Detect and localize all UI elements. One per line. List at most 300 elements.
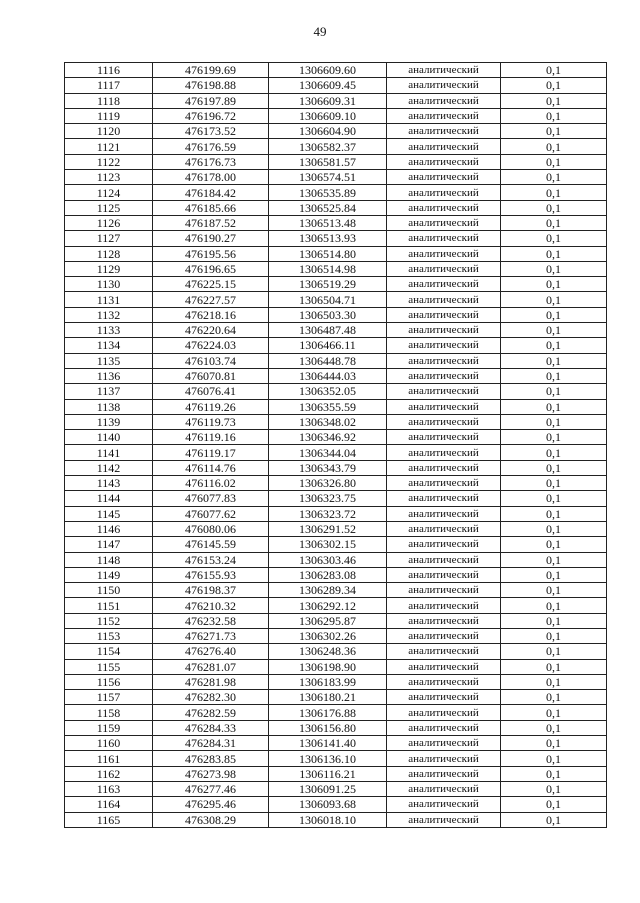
accuracy-cell: 0,1 xyxy=(501,476,607,491)
table-row xyxy=(65,797,607,812)
method-cell: аналитический xyxy=(387,598,501,613)
y-coordinate-cell: 1306574.51 xyxy=(269,170,387,185)
method-cell: аналитический xyxy=(387,307,501,322)
point-number-cell: 1126 xyxy=(65,215,153,230)
y-coordinate-cell: 1306093.68 xyxy=(269,797,387,812)
method-cell: аналитический xyxy=(387,659,501,674)
method-cell: аналитический xyxy=(387,353,501,368)
x-coordinate-cell: 476076.41 xyxy=(153,384,269,399)
point-number-cell: 1131 xyxy=(65,292,153,307)
accuracy-cell: 0,1 xyxy=(501,720,607,735)
point-number-cell: 1120 xyxy=(65,124,153,139)
x-coordinate-cell: 476178.00 xyxy=(153,170,269,185)
point-number-cell: 1145 xyxy=(65,506,153,521)
method-cell: аналитический xyxy=(387,506,501,521)
y-coordinate-cell: 1306183.99 xyxy=(269,674,387,689)
x-coordinate-cell: 476103.74 xyxy=(153,353,269,368)
x-coordinate-cell: 476070.81 xyxy=(153,368,269,383)
table-row xyxy=(65,384,607,399)
y-coordinate-cell: 1306504.71 xyxy=(269,292,387,307)
table-row xyxy=(65,690,607,705)
x-coordinate-cell: 476119.17 xyxy=(153,445,269,460)
point-number-cell: 1156 xyxy=(65,674,153,689)
x-coordinate-cell: 476199.69 xyxy=(153,63,269,78)
method-cell: аналитический xyxy=(387,384,501,399)
table-row xyxy=(65,583,607,598)
method-cell: аналитический xyxy=(387,93,501,108)
table-row xyxy=(65,476,607,491)
table-row xyxy=(65,445,607,460)
accuracy-cell: 0,1 xyxy=(501,736,607,751)
x-coordinate-cell: 476077.62 xyxy=(153,506,269,521)
x-coordinate-cell: 476232.58 xyxy=(153,613,269,628)
accuracy-cell: 0,1 xyxy=(501,537,607,552)
accuracy-cell: 0,1 xyxy=(501,154,607,169)
y-coordinate-cell: 1306141.40 xyxy=(269,736,387,751)
x-coordinate-cell: 476114.76 xyxy=(153,460,269,475)
method-cell: аналитический xyxy=(387,246,501,261)
point-number-cell: 1127 xyxy=(65,231,153,246)
table-row xyxy=(65,720,607,735)
method-cell: аналитический xyxy=(387,583,501,598)
accuracy-cell: 0,1 xyxy=(501,139,607,154)
table-row xyxy=(65,338,607,353)
method-cell: аналитический xyxy=(387,613,501,628)
y-coordinate-cell: 1306302.26 xyxy=(269,628,387,643)
table-row xyxy=(65,185,607,200)
table-row xyxy=(65,674,607,689)
y-coordinate-cell: 1306582.37 xyxy=(269,139,387,154)
x-coordinate-cell: 476308.29 xyxy=(153,812,269,827)
y-coordinate-cell: 1306291.52 xyxy=(269,521,387,536)
method-cell: аналитический xyxy=(387,399,501,414)
table-row xyxy=(65,93,607,108)
coordinates-table-body xyxy=(65,63,607,828)
x-coordinate-cell: 476284.33 xyxy=(153,720,269,735)
point-number-cell: 1140 xyxy=(65,430,153,445)
y-coordinate-cell: 1306352.05 xyxy=(269,384,387,399)
table-row xyxy=(65,200,607,215)
method-cell: аналитический xyxy=(387,78,501,93)
table-row xyxy=(65,460,607,475)
point-number-cell: 1148 xyxy=(65,552,153,567)
method-cell: аналитический xyxy=(387,323,501,338)
y-coordinate-cell: 1306581.57 xyxy=(269,154,387,169)
table-row xyxy=(65,154,607,169)
method-cell: аналитический xyxy=(387,552,501,567)
accuracy-cell: 0,1 xyxy=(501,598,607,613)
point-number-cell: 1130 xyxy=(65,277,153,292)
point-number-cell: 1158 xyxy=(65,705,153,720)
point-number-cell: 1124 xyxy=(65,185,153,200)
accuracy-cell: 0,1 xyxy=(501,659,607,674)
accuracy-cell: 0,1 xyxy=(501,445,607,460)
method-cell: аналитический xyxy=(387,231,501,246)
point-number-cell: 1157 xyxy=(65,690,153,705)
table-row xyxy=(65,430,607,445)
point-number-cell: 1150 xyxy=(65,583,153,598)
table-row xyxy=(65,598,607,613)
x-coordinate-cell: 476218.16 xyxy=(153,307,269,322)
x-coordinate-cell: 476210.32 xyxy=(153,598,269,613)
x-coordinate-cell: 476077.83 xyxy=(153,491,269,506)
method-cell: аналитический xyxy=(387,154,501,169)
method-cell: аналитический xyxy=(387,644,501,659)
y-coordinate-cell: 1306514.80 xyxy=(269,246,387,261)
table-row xyxy=(65,736,607,751)
method-cell: аналитический xyxy=(387,690,501,705)
accuracy-cell: 0,1 xyxy=(501,797,607,812)
table-row xyxy=(65,108,607,123)
y-coordinate-cell: 1306609.31 xyxy=(269,93,387,108)
y-coordinate-cell: 1306609.10 xyxy=(269,108,387,123)
point-number-cell: 1128 xyxy=(65,246,153,261)
table-row xyxy=(65,307,607,322)
table-row xyxy=(65,139,607,154)
accuracy-cell: 0,1 xyxy=(501,277,607,292)
method-cell: аналитический xyxy=(387,368,501,383)
accuracy-cell: 0,1 xyxy=(501,338,607,353)
table-row xyxy=(65,659,607,674)
accuracy-cell: 0,1 xyxy=(501,78,607,93)
x-coordinate-cell: 476195.56 xyxy=(153,246,269,261)
table-row xyxy=(65,277,607,292)
method-cell: аналитический xyxy=(387,460,501,475)
x-coordinate-cell: 476119.73 xyxy=(153,414,269,429)
method-cell: аналитический xyxy=(387,430,501,445)
y-coordinate-cell: 1306283.08 xyxy=(269,567,387,582)
table-row xyxy=(65,766,607,781)
point-number-cell: 1121 xyxy=(65,139,153,154)
x-coordinate-cell: 476224.03 xyxy=(153,338,269,353)
y-coordinate-cell: 1306346.92 xyxy=(269,430,387,445)
x-coordinate-cell: 476116.02 xyxy=(153,476,269,491)
y-coordinate-cell: 1306116.21 xyxy=(269,766,387,781)
x-coordinate-cell: 476185.66 xyxy=(153,200,269,215)
y-coordinate-cell: 1306303.46 xyxy=(269,552,387,567)
point-number-cell: 1141 xyxy=(65,445,153,460)
method-cell: аналитический xyxy=(387,170,501,185)
y-coordinate-cell: 1306180.21 xyxy=(269,690,387,705)
method-cell: аналитический xyxy=(387,812,501,827)
x-coordinate-cell: 476153.24 xyxy=(153,552,269,567)
x-coordinate-cell: 476190.27 xyxy=(153,231,269,246)
point-number-cell: 1138 xyxy=(65,399,153,414)
x-coordinate-cell: 476220.64 xyxy=(153,323,269,338)
accuracy-cell: 0,1 xyxy=(501,108,607,123)
point-number-cell: 1153 xyxy=(65,628,153,643)
accuracy-cell: 0,1 xyxy=(501,414,607,429)
point-number-cell: 1137 xyxy=(65,384,153,399)
accuracy-cell: 0,1 xyxy=(501,368,607,383)
x-coordinate-cell: 476198.37 xyxy=(153,583,269,598)
method-cell: аналитический xyxy=(387,720,501,735)
coordinates-table xyxy=(64,62,607,828)
y-coordinate-cell: 1306323.75 xyxy=(269,491,387,506)
point-number-cell: 1152 xyxy=(65,613,153,628)
accuracy-cell: 0,1 xyxy=(501,93,607,108)
point-number-cell: 1116 xyxy=(65,63,153,78)
table-row xyxy=(65,399,607,414)
table-row xyxy=(65,537,607,552)
point-number-cell: 1118 xyxy=(65,93,153,108)
x-coordinate-cell: 476197.89 xyxy=(153,93,269,108)
table-row xyxy=(65,812,607,827)
accuracy-cell: 0,1 xyxy=(501,384,607,399)
table-row xyxy=(65,215,607,230)
point-number-cell: 1155 xyxy=(65,659,153,674)
x-coordinate-cell: 476119.26 xyxy=(153,399,269,414)
table-row xyxy=(65,78,607,93)
y-coordinate-cell: 1306176.88 xyxy=(269,705,387,720)
page-number: 49 xyxy=(313,24,327,39)
method-cell: аналитический xyxy=(387,766,501,781)
table-row xyxy=(65,124,607,139)
table-row xyxy=(65,246,607,261)
x-coordinate-cell: 476282.30 xyxy=(153,690,269,705)
point-number-cell: 1149 xyxy=(65,567,153,582)
y-coordinate-cell: 1306343.79 xyxy=(269,460,387,475)
method-cell: аналитический xyxy=(387,261,501,276)
table-row xyxy=(65,751,607,766)
x-coordinate-cell: 476282.59 xyxy=(153,705,269,720)
method-cell: аналитический xyxy=(387,476,501,491)
table-row xyxy=(65,261,607,276)
accuracy-cell: 0,1 xyxy=(501,170,607,185)
method-cell: аналитический xyxy=(387,491,501,506)
point-number-cell: 1134 xyxy=(65,338,153,353)
x-coordinate-cell: 476277.46 xyxy=(153,781,269,796)
x-coordinate-cell: 476271.73 xyxy=(153,628,269,643)
y-coordinate-cell: 1306323.72 xyxy=(269,506,387,521)
accuracy-cell: 0,1 xyxy=(501,292,607,307)
accuracy-cell: 0,1 xyxy=(501,215,607,230)
point-number-cell: 1164 xyxy=(65,797,153,812)
x-coordinate-cell: 476276.40 xyxy=(153,644,269,659)
accuracy-cell: 0,1 xyxy=(501,521,607,536)
y-coordinate-cell: 1306136.10 xyxy=(269,751,387,766)
x-coordinate-cell: 476281.07 xyxy=(153,659,269,674)
x-coordinate-cell: 476173.52 xyxy=(153,124,269,139)
x-coordinate-cell: 476284.31 xyxy=(153,736,269,751)
y-coordinate-cell: 1306344.04 xyxy=(269,445,387,460)
point-number-cell: 1123 xyxy=(65,170,153,185)
accuracy-cell: 0,1 xyxy=(501,246,607,261)
y-coordinate-cell: 1306156.80 xyxy=(269,720,387,735)
point-number-cell: 1119 xyxy=(65,108,153,123)
point-number-cell: 1146 xyxy=(65,521,153,536)
x-coordinate-cell: 476198.88 xyxy=(153,78,269,93)
point-number-cell: 1154 xyxy=(65,644,153,659)
y-coordinate-cell: 1306355.59 xyxy=(269,399,387,414)
y-coordinate-cell: 1306487.48 xyxy=(269,323,387,338)
accuracy-cell: 0,1 xyxy=(501,185,607,200)
y-coordinate-cell: 1306348.02 xyxy=(269,414,387,429)
method-cell: аналитический xyxy=(387,108,501,123)
method-cell: аналитический xyxy=(387,751,501,766)
y-coordinate-cell: 1306292.12 xyxy=(269,598,387,613)
accuracy-cell: 0,1 xyxy=(501,506,607,521)
table-row xyxy=(65,353,607,368)
table-row xyxy=(65,781,607,796)
point-number-cell: 1135 xyxy=(65,353,153,368)
accuracy-cell: 0,1 xyxy=(501,674,607,689)
accuracy-cell: 0,1 xyxy=(501,690,607,705)
table-row xyxy=(65,368,607,383)
y-coordinate-cell: 1306609.45 xyxy=(269,78,387,93)
point-number-cell: 1159 xyxy=(65,720,153,735)
accuracy-cell: 0,1 xyxy=(501,781,607,796)
x-coordinate-cell: 476273.98 xyxy=(153,766,269,781)
point-number-cell: 1129 xyxy=(65,261,153,276)
method-cell: аналитический xyxy=(387,736,501,751)
table-row xyxy=(65,491,607,506)
x-coordinate-cell: 476283.85 xyxy=(153,751,269,766)
x-coordinate-cell: 476187.52 xyxy=(153,215,269,230)
y-coordinate-cell: 1306091.25 xyxy=(269,781,387,796)
point-number-cell: 1117 xyxy=(65,78,153,93)
method-cell: аналитический xyxy=(387,567,501,582)
accuracy-cell: 0,1 xyxy=(501,63,607,78)
method-cell: аналитический xyxy=(387,781,501,796)
method-cell: аналитический xyxy=(387,124,501,139)
point-number-cell: 1143 xyxy=(65,476,153,491)
accuracy-cell: 0,1 xyxy=(501,399,607,414)
accuracy-cell: 0,1 xyxy=(501,567,607,582)
accuracy-cell: 0,1 xyxy=(501,583,607,598)
y-coordinate-cell: 1306444.03 xyxy=(269,368,387,383)
table-row xyxy=(65,644,607,659)
table-row xyxy=(65,521,607,536)
method-cell: аналитический xyxy=(387,445,501,460)
accuracy-cell: 0,1 xyxy=(501,200,607,215)
y-coordinate-cell: 1306198.90 xyxy=(269,659,387,674)
table-row xyxy=(65,323,607,338)
method-cell: аналитический xyxy=(387,185,501,200)
table-row xyxy=(65,628,607,643)
accuracy-cell: 0,1 xyxy=(501,644,607,659)
method-cell: аналитический xyxy=(387,338,501,353)
table-row xyxy=(65,231,607,246)
method-cell: аналитический xyxy=(387,292,501,307)
point-number-cell: 1139 xyxy=(65,414,153,429)
accuracy-cell: 0,1 xyxy=(501,430,607,445)
table-row xyxy=(65,705,607,720)
x-coordinate-cell: 476196.72 xyxy=(153,108,269,123)
point-number-cell: 1147 xyxy=(65,537,153,552)
method-cell: аналитический xyxy=(387,628,501,643)
y-coordinate-cell: 1306525.84 xyxy=(269,200,387,215)
table-row xyxy=(65,414,607,429)
point-number-cell: 1136 xyxy=(65,368,153,383)
accuracy-cell: 0,1 xyxy=(501,766,607,781)
accuracy-cell: 0,1 xyxy=(501,231,607,246)
x-coordinate-cell: 476227.57 xyxy=(153,292,269,307)
y-coordinate-cell: 1306514.98 xyxy=(269,261,387,276)
method-cell: аналитический xyxy=(387,277,501,292)
table-row xyxy=(65,567,607,582)
accuracy-cell: 0,1 xyxy=(501,552,607,567)
method-cell: аналитический xyxy=(387,200,501,215)
x-coordinate-cell: 476225.15 xyxy=(153,277,269,292)
x-coordinate-cell: 476196.65 xyxy=(153,261,269,276)
point-number-cell: 1163 xyxy=(65,781,153,796)
table-row xyxy=(65,170,607,185)
y-coordinate-cell: 1306289.34 xyxy=(269,583,387,598)
accuracy-cell: 0,1 xyxy=(501,353,607,368)
y-coordinate-cell: 1306609.60 xyxy=(269,63,387,78)
point-number-cell: 1161 xyxy=(65,751,153,766)
method-cell: аналитический xyxy=(387,63,501,78)
method-cell: аналитический xyxy=(387,521,501,536)
method-cell: аналитический xyxy=(387,414,501,429)
y-coordinate-cell: 1306535.89 xyxy=(269,185,387,200)
method-cell: аналитический xyxy=(387,705,501,720)
x-coordinate-cell: 476184.42 xyxy=(153,185,269,200)
point-number-cell: 1160 xyxy=(65,736,153,751)
y-coordinate-cell: 1306513.48 xyxy=(269,215,387,230)
accuracy-cell: 0,1 xyxy=(501,628,607,643)
accuracy-cell: 0,1 xyxy=(501,705,607,720)
point-number-cell: 1151 xyxy=(65,598,153,613)
point-number-cell: 1122 xyxy=(65,154,153,169)
table-row xyxy=(65,63,607,78)
y-coordinate-cell: 1306513.93 xyxy=(269,231,387,246)
accuracy-cell: 0,1 xyxy=(501,261,607,276)
y-coordinate-cell: 1306503.30 xyxy=(269,307,387,322)
accuracy-cell: 0,1 xyxy=(501,751,607,766)
method-cell: аналитический xyxy=(387,797,501,812)
point-number-cell: 1133 xyxy=(65,323,153,338)
y-coordinate-cell: 1306448.78 xyxy=(269,353,387,368)
x-coordinate-cell: 476176.59 xyxy=(153,139,269,154)
method-cell: аналитический xyxy=(387,674,501,689)
table-row xyxy=(65,506,607,521)
y-coordinate-cell: 1306604.90 xyxy=(269,124,387,139)
y-coordinate-cell: 1306302.15 xyxy=(269,537,387,552)
point-number-cell: 1162 xyxy=(65,766,153,781)
x-coordinate-cell: 476176.73 xyxy=(153,154,269,169)
x-coordinate-cell: 476281.98 xyxy=(153,674,269,689)
x-coordinate-cell: 476080.06 xyxy=(153,521,269,536)
y-coordinate-cell: 1306466.11 xyxy=(269,338,387,353)
point-number-cell: 1125 xyxy=(65,200,153,215)
table-row xyxy=(65,292,607,307)
point-number-cell: 1144 xyxy=(65,491,153,506)
x-coordinate-cell: 476119.16 xyxy=(153,430,269,445)
x-coordinate-cell: 476145.59 xyxy=(153,537,269,552)
table-row xyxy=(65,552,607,567)
y-coordinate-cell: 1306248.36 xyxy=(269,644,387,659)
method-cell: аналитический xyxy=(387,215,501,230)
x-coordinate-cell: 476295.46 xyxy=(153,797,269,812)
y-coordinate-cell: 1306519.29 xyxy=(269,277,387,292)
accuracy-cell: 0,1 xyxy=(501,613,607,628)
method-cell: аналитический xyxy=(387,537,501,552)
accuracy-cell: 0,1 xyxy=(501,812,607,827)
y-coordinate-cell: 1306018.10 xyxy=(269,812,387,827)
accuracy-cell: 0,1 xyxy=(501,491,607,506)
table-row xyxy=(65,613,607,628)
point-number-cell: 1142 xyxy=(65,460,153,475)
method-cell: аналитический xyxy=(387,139,501,154)
point-number-cell: 1165 xyxy=(65,812,153,827)
y-coordinate-cell: 1306295.87 xyxy=(269,613,387,628)
accuracy-cell: 0,1 xyxy=(501,460,607,475)
point-number-cell: 1132 xyxy=(65,307,153,322)
accuracy-cell: 0,1 xyxy=(501,124,607,139)
accuracy-cell: 0,1 xyxy=(501,307,607,322)
